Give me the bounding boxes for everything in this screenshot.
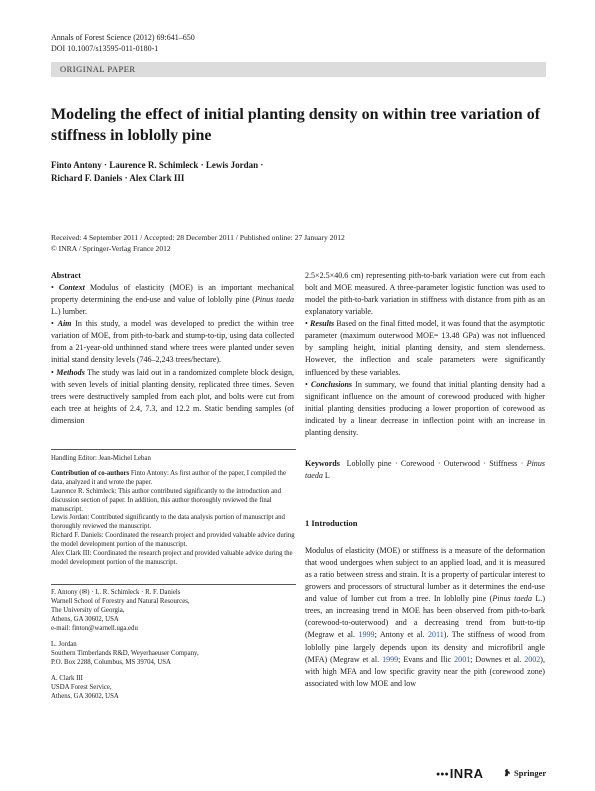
affiliation-2: L. Jordan Southern Timberlands R&D, Weyerhaeuser Company, P.O. Box 2288, Columbus, MS 39704, USA (51, 641, 199, 666)
contribution-daniels: Richard F. Daniels: Coordinated the research project and provided valuable advice during the model development portion of the manuscript. (51, 532, 295, 549)
citation-link[interactable]: 2011 (427, 630, 444, 640)
author-email-link[interactable]: e-mail: finton@warnell.uga.edu (51, 625, 138, 632)
article-type: ORIGINAL PAPER (60, 64, 136, 74)
authors-line-2: Richard F. Daniels · Alex Clark III (51, 173, 185, 183)
contribution-schimleck: Laurence R. Schimleck: This author contributed significantly to the introduction and discussion section of paper. In addition, this author thoroughly reviewed the final manuscript. (51, 487, 281, 513)
affiliation-1: F. Antony (✉) · L. R. Schimleck · R. F. Daniels Warnell School of Forestry and Natural Resources, The University of Georgia, Athens, GA 30602, USA e-mail: finton@warnell.uga.edu (51, 589, 190, 632)
keywords: Keywords Loblolly pine · Corewood · Outerwood · Stiffness · Pinus taeda L (305, 459, 545, 481)
context-label: Context (58, 283, 85, 293)
affiliation-divider (51, 584, 296, 585)
footnote-divider (51, 449, 296, 450)
springer-logo: Springer (503, 768, 546, 778)
springer-horse-icon (503, 768, 512, 777)
abstract-conclusions: • Conclusions In summary, we found that initial planting density had a significant influence on the amount of corewood produced with higher initial planting densities producing a lower proportion of corewood as indicated by a linear decrease in inflection point with an increase in planting density. (305, 379, 545, 437)
author-list (51, 159, 541, 185)
contribution-jordan: Lewis Jordan: Contributed significantly to the data analysis portion of manuscript and thoroughly reviewed the manuscript. (51, 514, 285, 531)
journal-doi: DOI 10.1007/s13595-011-0180-1 (51, 44, 159, 53)
abstract-aim: • Aim In this study, a model was developed to predict the within tree variation of MOE, from pith-to-bark and stump-to-tip, using data collected from a 21-year-old unthinned stand where trees were planted under seven initial stand density levels (746–2,243 trees/hectare). (51, 319, 294, 365)
abstract-left-column (51, 270, 294, 427)
introduction-heading: 1 Introduction (305, 518, 358, 528)
results-label: Results (310, 319, 335, 329)
contribution-clark: Alex Clark III: Coordinated the research project and provided valuable advice during the model development portion of the manuscript. (51, 550, 293, 566)
author-notes (51, 455, 298, 568)
citation-link[interactable]: 2002 (524, 654, 541, 664)
dates-history: Received: 4 September 2011 / Accepted: 28 December 2011 / Published online: 27 January 2012 (51, 233, 345, 242)
abstract-methods: • Methods The study was laid out in a randomized complete block design, with seven levels of initial planting density, replicated three times. Seven trees were destructively sampled from each plot, and bolts were cut from each tree at heights of 2.4, 7.3, and 12.2 m. Static bending samples (of dimension (51, 367, 294, 425)
aim-label: Aim (57, 319, 72, 329)
affiliation-3: A. Clark III USDA Forest Service, Athens, GA 30602, USA (51, 675, 119, 700)
keywords-label: Keywords (305, 459, 340, 468)
article-type-band (51, 62, 546, 77)
abstract-methods-continued: 2.5×2.5×40.6 cm) representing pith-to-bark variation were cut from each bolt and MOE measured. A three-parameter logistic function was used to model the pith-to-bark variation in stiffness with distance from pith as an explanatory variable. (305, 271, 545, 317)
authors-line-1: Finto Antony · Laurence R. Schimleck · Lewis Jordan · (51, 160, 264, 170)
paper-title: Modeling the effect of initial planting density on within tree variation of stiffness in loblolly pine (51, 106, 541, 144)
abstract-context: • Context Modulus of elasticity (MOE) is an important mechanical property determining the end-use and value of loblolly pine (Pinus taeda L.) lumber. (51, 283, 294, 317)
journal-reference (51, 32, 195, 54)
introduction-paragraph: Modulus of elasticity (MOE) or stiffness is a measure of the deformation that wood undergoes when subject to an applied load, and it is measured as a ratio between stress and strain. It is a property of particular interest to growers and processors of structural lumber as it determines the end-use and value of lumber cut from a tree. In loblolly pine (Pinus taeda L.) trees, an increasing trend in MOE has been observed from pith-to-bark (corewood-to-outerwood) and a decreasing trend from butt-to-tip (Megraw et al. 1999; Antony et al. 2011). The stiffness of wood from loblolly pine largely depends upon its density and microfibril angle (MFA) (Megraw et al. 1999; Evans and Ilic 2001; Downes et al. 2002), with high MFA and low specific gravity near the pith (corewood zone) associated with low MOE and low (305, 546, 545, 688)
copyright-line: © INRA / Springer-Verlag France 2012 (51, 243, 171, 253)
citation-link[interactable]: 1999 (358, 630, 375, 640)
publication-dates (51, 233, 551, 254)
citation-link[interactable]: 1999 (382, 654, 399, 664)
conclusions-label: Conclusions (310, 379, 353, 389)
methods-label: Methods (56, 367, 85, 377)
handling-editor: Handling Editor: Jean-Michel Leban (51, 455, 151, 462)
abstract-results: • Results Based on the final fitted model, it was found that the asymptotic parameter (maximum outerwood MOE= 13.48 GPa) was not influenced by sampling height, initial planting density, and stem slenderness. However, the inflection and scale parameters were significantly influenced by these variables. (305, 319, 545, 377)
inra-logo: ●●●INRA (436, 766, 484, 781)
citation-link[interactable]: 2001 (454, 654, 471, 664)
journal-citation: Annals of Forest Science (2012) 69:641–650 (51, 33, 195, 42)
contribution-note: Contribution of co-authors Finto Antony: As first author of the paper, I compiled the data, analyzed it and wrote the paper. (51, 469, 286, 486)
affiliations (51, 588, 298, 708)
abstract-heading: Abstract (51, 271, 81, 280)
inra-dots-icon: ●●● (436, 771, 449, 778)
abstract-right-column (305, 270, 545, 439)
